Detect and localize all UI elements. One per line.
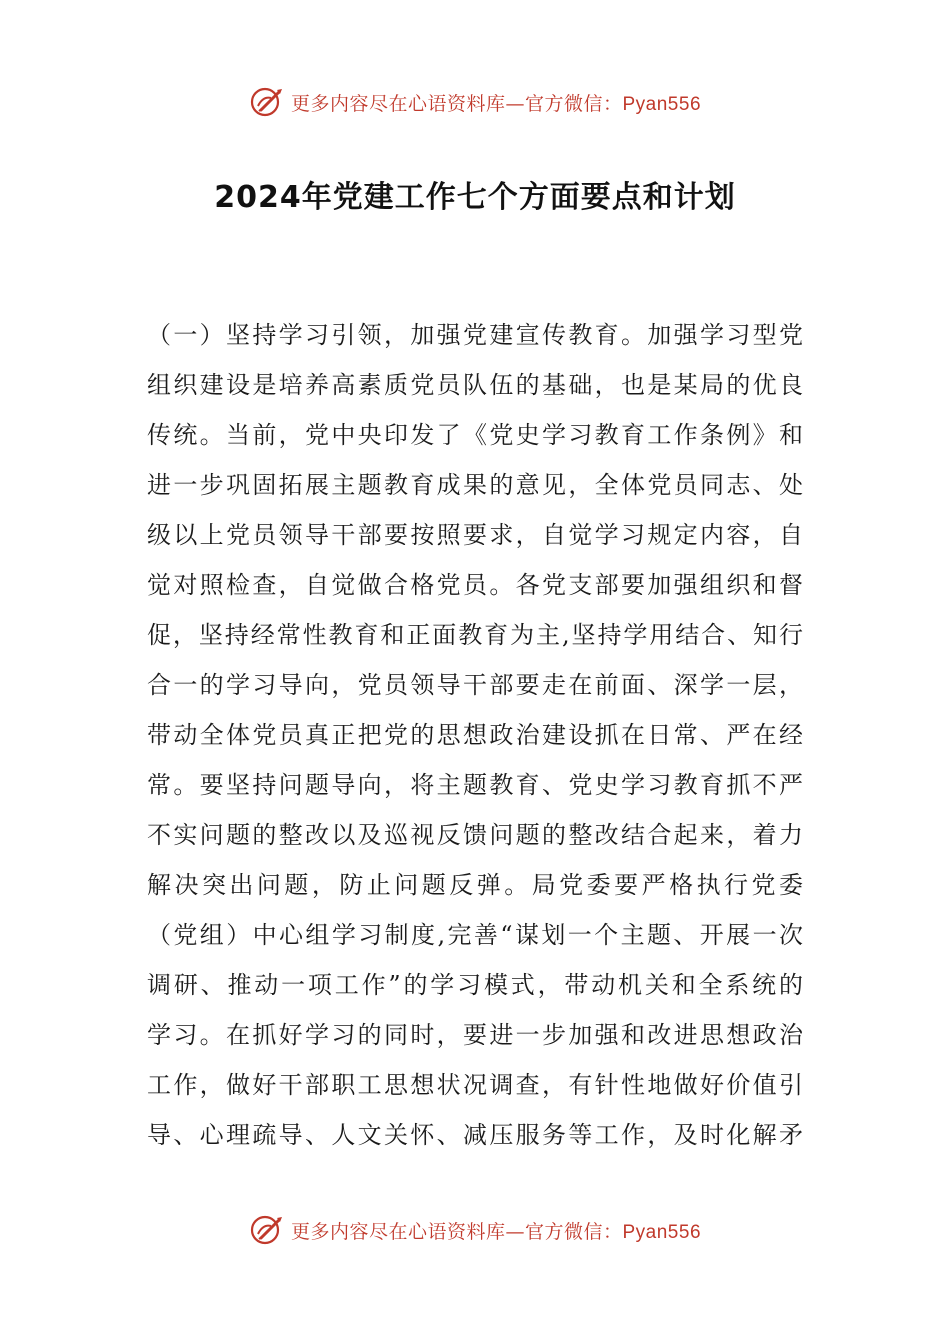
document-title: 2024年党建工作七个方面要点和计划 <box>214 180 736 215</box>
body-line: 合一的学习导向，党员领导干部要走在前面、深学一层， <box>147 671 803 699</box>
body-line: 觉对照检查，自觉做合格党员。各党支部要加强组织和督 <box>147 571 803 599</box>
body-line: 不实问题的整改以及巡视反馈问题的整改结合起来，着力 <box>147 821 803 849</box>
body-line: 带动全体党员真正把党的思想政治建设抓在日常、严在经 <box>147 721 803 749</box>
banner-label: 更多内容尽在心语资料库—官方微信： <box>290 1220 623 1243</box>
body-line: 传统。当前，党中央印发了《党史学习教育工作条例》和 <box>147 421 803 449</box>
banner-label: 更多内容尽在心语资料库—官方微信： <box>290 92 623 115</box>
footer-watermark <box>0 1210 950 1250</box>
pen-logo-icon <box>249 1212 285 1248</box>
document-body <box>147 310 803 1160</box>
body-line: 级以上党员领导干部要按照要求，自觉学习规定内容，自 <box>147 521 803 549</box>
body-line: 组织建设是培养高素质党员队伍的基础，也是某局的优良 <box>147 371 803 399</box>
body-line: 促，坚持经常性教育和正面教育为主,坚持学用结合、知行 <box>147 621 803 649</box>
body-line: （党组）中心组学习制度,完善“谋划一个主题、开展一次 <box>147 921 803 949</box>
body-line: 调研、推动一项工作”的学习模式，带动机关和全系统的 <box>147 971 803 999</box>
header-watermark <box>0 82 950 122</box>
body-line: （一）坚持学习引领，加强党建宣传教育。加强学习型党 <box>147 321 803 349</box>
body-line: 工作，做好干部职工思想状况调查，有针性地做好价值引 <box>147 1071 803 1099</box>
body-line: 常。要坚持问题导向，将主题教育、党史学习教育抓不严 <box>147 771 803 799</box>
body-line: 解决突出问题，防止问题反弹。局党委要严格执行党委 <box>147 871 803 899</box>
body-line: 导、心理疏导、人文关怀、减压服务等工作，及时化解矛 <box>147 1121 803 1149</box>
wechat-id: Pyan556 <box>622 1221 702 1243</box>
wechat-id: Pyan556 <box>622 93 702 115</box>
pen-logo-icon <box>249 84 285 120</box>
body-line: 学习。在抓好学习的同时，要进一步加强和改进思想政治 <box>147 1021 803 1049</box>
body-line: 进一步巩固拓展主题教育成果的意见，全体党员同志、处 <box>147 471 803 499</box>
